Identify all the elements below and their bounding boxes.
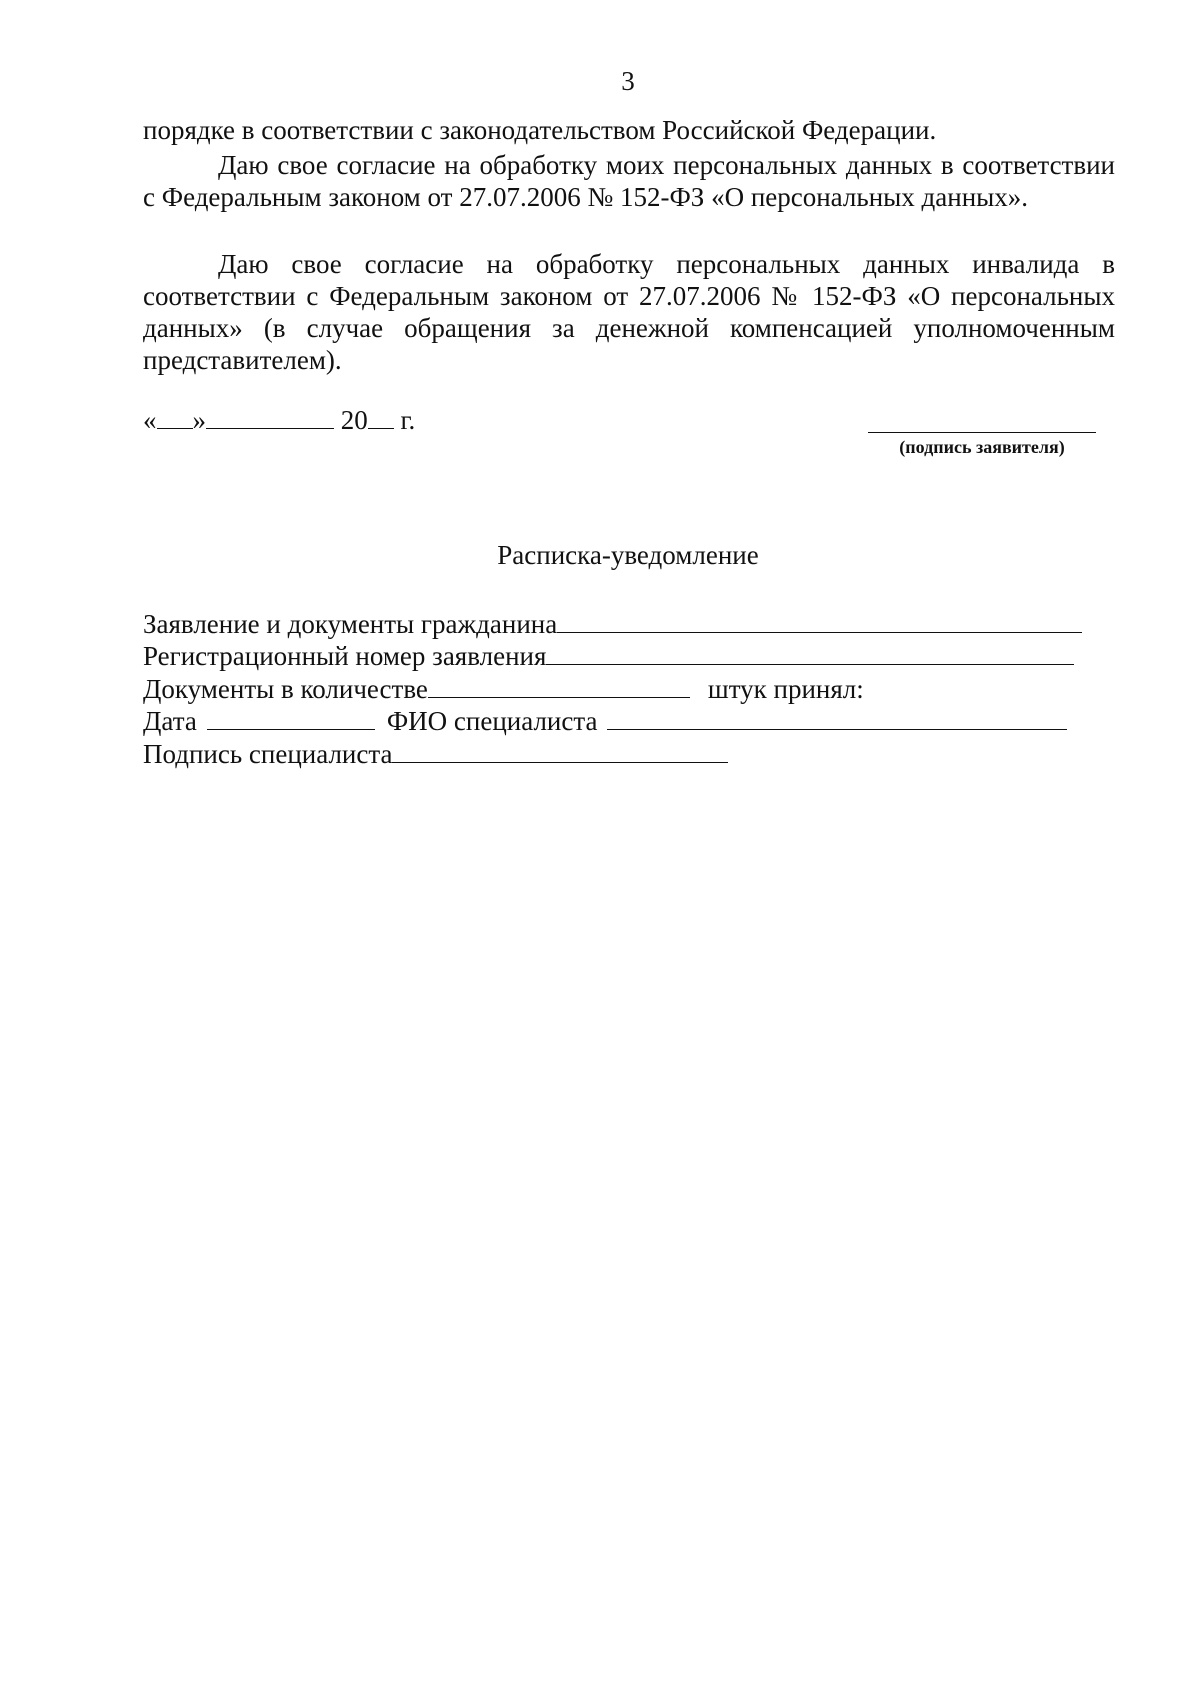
continuation-paragraph: порядке в соответствии с законодательством Российской Федерации. <box>143 115 937 145</box>
applicant-signature-caption: (подпись заявителя) <box>899 437 1065 457</box>
specialist-signature-row <box>143 738 728 770</box>
documents-suffix: штук принял: <box>707 674 864 704</box>
documents-row <box>143 673 864 705</box>
specialist-signature-blank[interactable] <box>392 740 728 763</box>
day-blank[interactable] <box>157 404 193 429</box>
date-specialist-row <box>143 705 1067 737</box>
receipt-title: Расписка-уведомление <box>497 540 759 570</box>
documents-label: Документы в количестве <box>143 674 428 704</box>
registration-row <box>143 640 1074 672</box>
statement-label: Заявление и документы гражданина <box>143 609 558 639</box>
consent-disabled-data-paragraph: Даю свое согласие на обработку персональных данных инвалида в соответствии с Федеральным законом от 27.07.2006 № 152-ФЗ «О персональных данных» (в случае обращения за денежной компенсацией уполномоченным представителем). <box>143 249 1115 375</box>
date-open-quote: « <box>143 405 157 435</box>
consent-personal-data-paragraph: Даю свое согласие на обработку моих персональных данных в соответствии с Федеральным законом от 27.07.2006 № 152-ФЗ «О персональных данных». <box>143 150 1115 212</box>
statement-row <box>143 608 1082 640</box>
application-date-line <box>143 404 415 436</box>
specialist-signature-label: Подпись специалиста <box>143 739 393 769</box>
year-blank[interactable] <box>368 404 394 429</box>
registration-label: Регистрационный номер заявления <box>143 641 547 671</box>
applicant-signature-line[interactable] <box>868 432 1096 433</box>
registration-number-blank[interactable] <box>546 642 1074 665</box>
specialist-name-label: ФИО специалиста <box>386 706 598 736</box>
date-close-quote: » <box>192 405 206 435</box>
date-label: Дата <box>143 706 197 736</box>
year-suffix: г. <box>400 405 416 435</box>
receipt-date-blank[interactable] <box>207 707 375 730</box>
citizen-name-blank[interactable] <box>557 610 1082 633</box>
documents-count-blank[interactable] <box>428 675 690 698</box>
month-blank[interactable] <box>206 404 334 429</box>
page-number: 3 <box>621 66 635 96</box>
specialist-name-blank[interactable] <box>607 707 1067 730</box>
year-prefix: 20 <box>340 405 368 435</box>
